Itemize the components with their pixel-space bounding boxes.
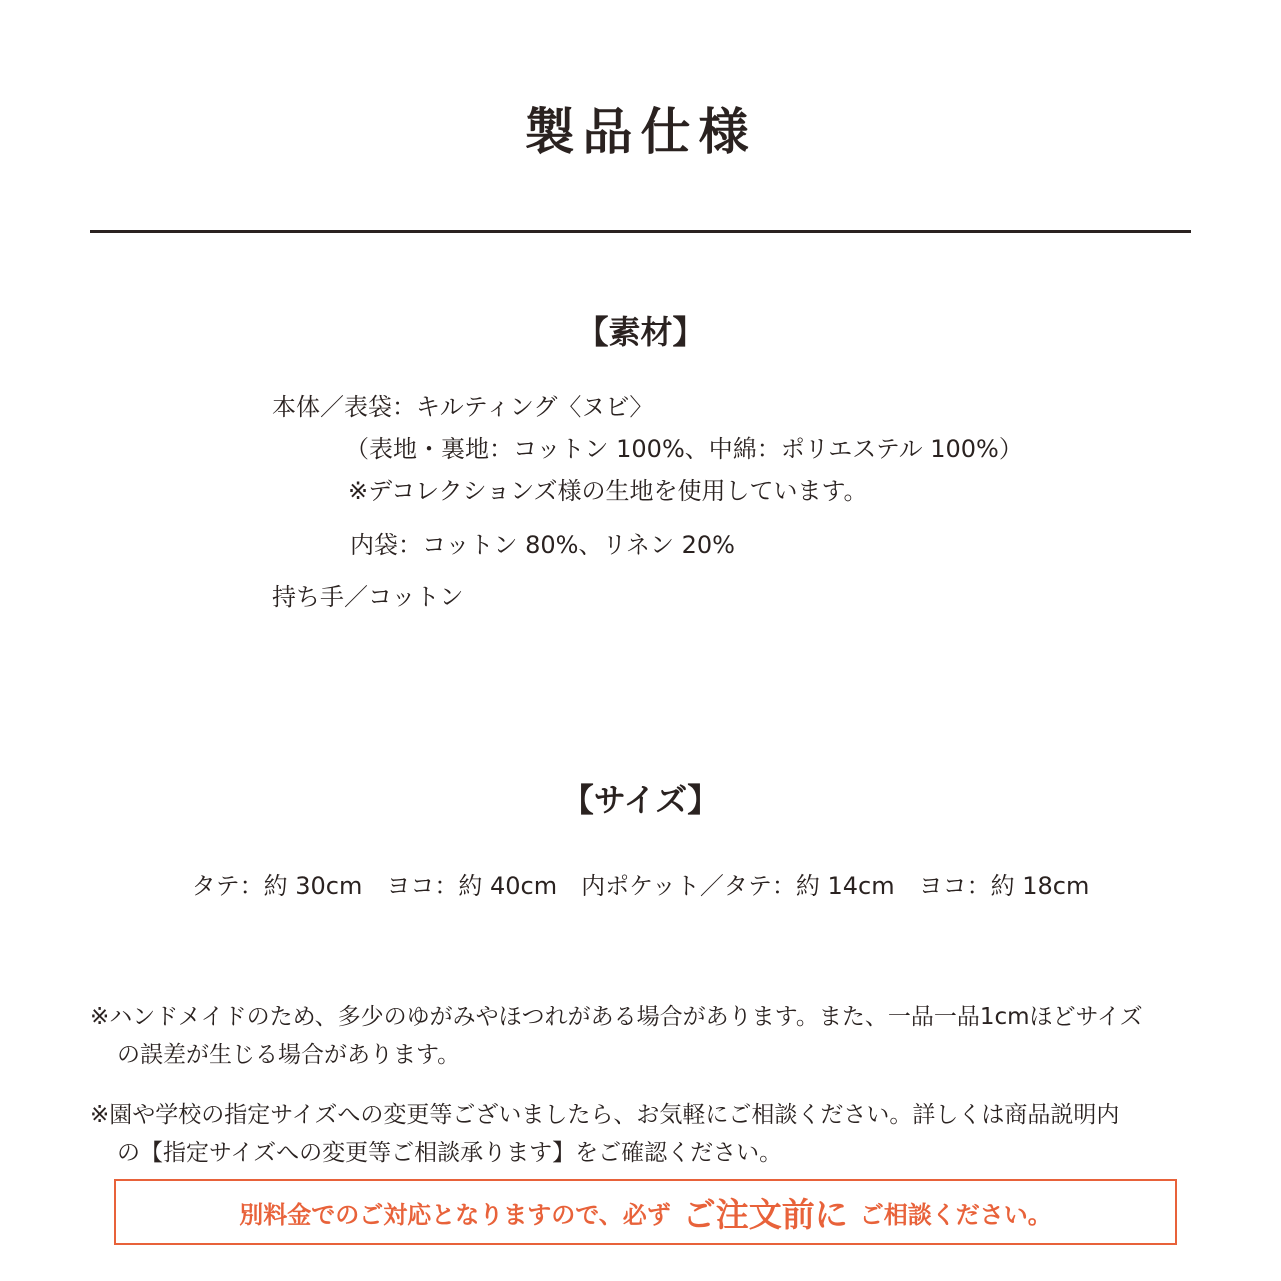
materials-inner-bag: 内袋：コットン 80%、リネン 20% <box>350 531 735 559</box>
handmade-note-line2: の誤差が生じる場合があります。 <box>117 1042 461 1068</box>
materials-heading: 【素材】 <box>576 313 705 351</box>
materials-handle: 持ち手／コットン <box>272 583 464 611</box>
size-details: タテ：約 30cm ヨコ：約 40cm 内ポケット／タテ：約 14cm ヨコ：約 18cm <box>191 872 1090 900</box>
page-title: 製品仕様 <box>524 103 757 161</box>
size-change-note <box>90 1096 1190 1172</box>
size-change-note-line2: の【指定サイズへの変更等ご相談承ります】をご確認ください。 <box>117 1140 783 1166</box>
materials-body-line: 本体／表袋：キルティング〈ヌビ〉 <box>272 393 654 421</box>
handmade-note-line1: ※ハンドメイドのため、多少のゆがみやほつれがある場合があります。また、一品一品1cmほどサイズ <box>90 1004 1143 1030</box>
notice-emphasis: ご注文前に <box>682 1194 848 1234</box>
notice-after: ご相談ください。 <box>859 1200 1052 1229</box>
materials-composition: （表地・裏地：コットン 100%、中綿：ポリエステル 100%） <box>345 435 1023 463</box>
title-divider <box>90 230 1191 233</box>
handmade-note <box>90 998 1190 1074</box>
order-notice-box <box>114 1179 1177 1245</box>
size-change-note-line1: ※園や学校の指定サイズへの変更等ございましたら、お気軽にご相談ください。詳しくは商品説明内 <box>90 1102 1120 1128</box>
materials-fabric-note: ※デコレクションズ様の生地を使用しています。 <box>348 477 868 505</box>
notice-before: 別料金でのご対応となりますので、必ず <box>239 1200 671 1229</box>
size-heading: 【サイズ】 <box>561 781 720 819</box>
